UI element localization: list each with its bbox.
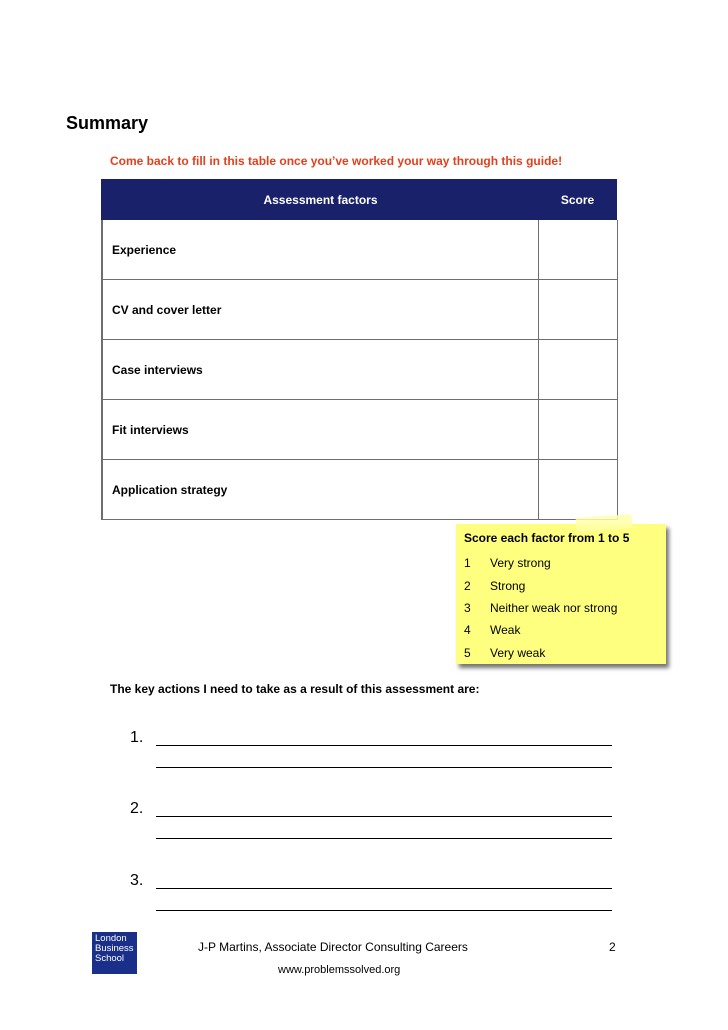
- factor-cell: Experience: [102, 220, 538, 280]
- table-row: [102, 220, 617, 280]
- score-cell[interactable]: [538, 460, 617, 520]
- answer-line[interactable]: [156, 888, 612, 889]
- factor-cell: Fit interviews: [102, 400, 538, 460]
- table-row: [102, 400, 617, 460]
- logo-line: Business: [95, 943, 134, 954]
- scale-label: Very strong: [490, 556, 551, 570]
- scale-item: [464, 579, 525, 593]
- column-header-score: Score: [538, 179, 617, 220]
- scale-item: [464, 646, 545, 660]
- assessment-table: [101, 179, 618, 520]
- intro-note: Come back to fill in this table once you’ve worked your way through this guide!: [110, 154, 563, 168]
- scale-label: Neither weak nor strong: [490, 601, 618, 615]
- column-header-factors: Assessment factors: [102, 179, 538, 220]
- logo-line: London: [95, 933, 127, 944]
- action-number: 3.: [130, 872, 144, 889]
- answer-line[interactable]: [156, 816, 612, 817]
- factor-cell: Case interviews: [102, 340, 538, 400]
- score-cell[interactable]: [538, 220, 617, 280]
- actions-heading: The key actions I need to take as a result of this assessment are:: [110, 682, 480, 696]
- scale-label: Weak: [490, 623, 521, 637]
- london-business-school-logo: [92, 932, 137, 974]
- score-cell[interactable]: [538, 340, 617, 400]
- footer-url[interactable]: www.problemssolved.org: [278, 964, 401, 976]
- action-number: 1.: [130, 729, 144, 746]
- scale-number: 5: [464, 646, 471, 660]
- factor-cell: Application strategy: [102, 460, 538, 520]
- answer-line[interactable]: [156, 838, 612, 839]
- table-row: [102, 460, 617, 520]
- table-header-row: [102, 179, 617, 220]
- logo-line: School: [95, 953, 125, 964]
- scale-number: 2: [464, 579, 471, 593]
- score-cell[interactable]: [538, 280, 617, 340]
- answer-line[interactable]: [156, 745, 612, 746]
- scale-item: [464, 556, 551, 570]
- answer-line[interactable]: [156, 910, 612, 911]
- factor-cell: CV and cover letter: [102, 280, 538, 340]
- scoring-sticky-note: [456, 524, 666, 664]
- scale-label: Strong: [490, 579, 526, 593]
- scale-number: 3: [464, 601, 471, 615]
- table-row: [102, 340, 617, 400]
- score-cell[interactable]: [538, 400, 617, 460]
- table-row: [102, 280, 617, 340]
- scale-item: [464, 623, 520, 637]
- scale-number: 4: [464, 623, 471, 637]
- scale-item: [464, 601, 617, 615]
- scale-label: Very weak: [490, 646, 546, 660]
- footer-author: J-P Martins, Associate Director Consulting Careers: [198, 940, 468, 954]
- scale-number: 1: [464, 556, 471, 570]
- page-number: 2: [609, 940, 616, 954]
- sticky-note-title: Score each factor from 1 to 5: [464, 531, 630, 545]
- page-title: Summary: [66, 113, 149, 133]
- action-number: 2.: [130, 800, 144, 817]
- answer-line[interactable]: [156, 767, 612, 768]
